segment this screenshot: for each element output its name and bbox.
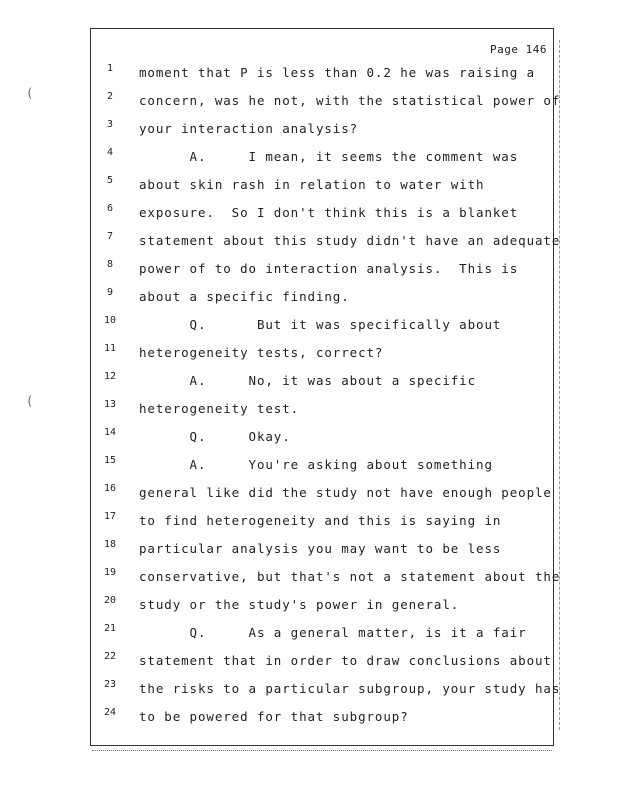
line-number: 10 (103, 315, 117, 326)
line-text: Q. But it was specifically about (139, 317, 502, 332)
line-number: 22 (103, 651, 117, 662)
transcript-line (91, 315, 555, 343)
line-text: moment that P is less than 0.2 he was raising a (139, 65, 536, 80)
transcript-line (91, 707, 555, 735)
transcript-line (91, 511, 555, 539)
line-number: 24 (103, 707, 117, 718)
left-edge-mark: ( (26, 86, 34, 100)
line-number: 19 (103, 567, 117, 578)
line-text: A. No, it was about a specific (139, 373, 477, 388)
transcript-line (91, 203, 555, 231)
line-number: 5 (106, 175, 114, 186)
line-number: 3 (106, 119, 114, 130)
line-text: particular analysis you may want to be less (139, 541, 502, 556)
transcript-line (91, 119, 555, 147)
line-number: 8 (106, 259, 114, 270)
transcript-line (91, 63, 555, 91)
line-text: your interaction analysis? (139, 121, 359, 136)
line-number: 9 (106, 287, 114, 298)
page-number: Page 146 (490, 43, 547, 56)
line-text: heterogeneity tests, correct? (139, 345, 384, 360)
line-number: 18 (103, 539, 117, 550)
line-number: 12 (103, 371, 117, 382)
line-text: A. I mean, it seems the comment was (139, 149, 519, 164)
transcript-line (91, 259, 555, 287)
line-number: 17 (103, 511, 117, 522)
line-number: 15 (103, 455, 117, 466)
transcript-line (91, 651, 555, 679)
transcript-page (90, 28, 561, 746)
line-text: about a specific finding. (139, 289, 350, 304)
transcript-line (91, 427, 555, 455)
transcript-line (91, 231, 561, 259)
transcript-line (91, 399, 555, 427)
transcript-line (91, 483, 555, 511)
line-number: 14 (103, 427, 117, 438)
line-text: about skin rash in relation to water with (139, 177, 485, 192)
line-number: 11 (103, 343, 117, 354)
line-number: 4 (106, 147, 114, 158)
line-text: statement about this study didn't have an adequate (139, 233, 561, 248)
line-number: 23 (103, 679, 117, 690)
line-text: to find heterogeneity and this is saying in (139, 513, 502, 528)
transcript-line (91, 343, 555, 371)
transcript-line (91, 567, 561, 595)
line-number: 2 (106, 91, 114, 102)
line-text: concern, was he not, with the statistical power of (139, 93, 561, 108)
left-edge-mark: ( (26, 394, 34, 408)
transcript-line (91, 147, 555, 175)
transcript-line (91, 539, 555, 567)
line-text: conservative, but that's not a statement about the (139, 569, 561, 584)
transcript-line (91, 175, 555, 203)
line-text: heterogeneity test. (139, 401, 300, 416)
line-number: 20 (103, 595, 117, 606)
bottom-rule (92, 750, 552, 751)
transcript-line (91, 91, 561, 119)
line-text: general like did the study not have enough people (139, 485, 552, 500)
transcript-line (91, 623, 555, 651)
line-text: statement that in order to draw conclusions about (139, 653, 552, 668)
line-text: Q. Okay. (139, 429, 291, 444)
transcript-line (91, 371, 555, 399)
line-text: to be powered for that subgroup? (139, 709, 409, 724)
line-number: 16 (103, 483, 117, 494)
line-text: power of to do interaction analysis. This is (139, 261, 519, 276)
transcript-line (91, 679, 561, 707)
line-number: 21 (103, 623, 117, 634)
line-text: Q. As a general matter, is it a fair (139, 625, 527, 640)
line-text: study or the study's power in general. (139, 597, 460, 612)
line-text: the risks to a particular subgroup, your study has (139, 681, 561, 696)
transcript-line (91, 455, 555, 483)
transcript-line (91, 595, 555, 623)
transcript-line (91, 287, 555, 315)
line-number: 6 (106, 203, 114, 214)
line-number: 1 (106, 63, 114, 74)
line-text: A. You're asking about something (139, 457, 493, 472)
line-number: 7 (106, 231, 114, 242)
line-text: exposure. So I don't think this is a blanket (139, 205, 519, 220)
line-number: 13 (103, 399, 117, 410)
right-margin-line (559, 40, 560, 730)
